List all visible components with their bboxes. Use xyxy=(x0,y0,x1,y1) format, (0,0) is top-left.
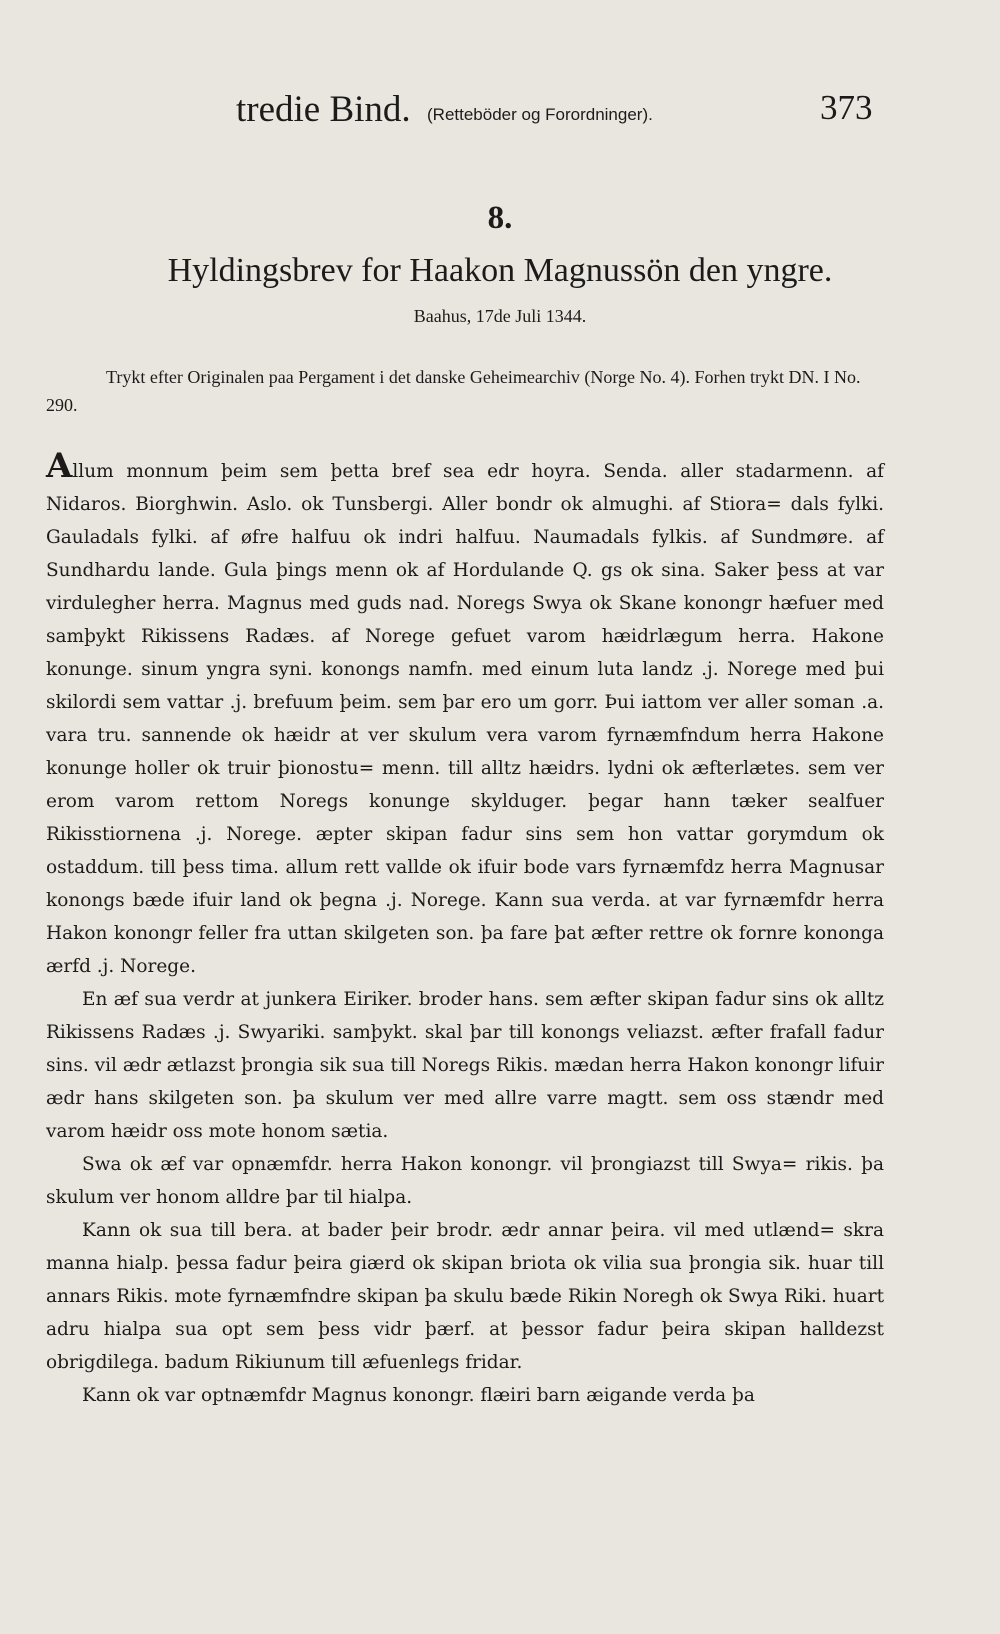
running-title: tredie Bind. xyxy=(236,89,411,130)
source-note: Trykt efter Originalen paa Pergament i det danske Geheimearchiv (Norge No. 4). Forhen trykt DN. I No. 290. xyxy=(46,367,861,415)
body-paragraph: Kann ok var optnæmfdr Magnus konongr. flæiri barn æigande verda þa xyxy=(82,1385,755,1406)
body-paragraph: En æf sua verdr at junkera Eiriker. broder hans. sem æfter skipan fadur sins ok alltz Rikissens Radæs .j. Swyariki. samþykt. skal þar till konongs veliazst. æfter frafall fadur sins. vil ædr ætlazst þrongia sik sua till Noregs Rikis. mædan herra Hakon konongr lifuir ædr hans skilgeten son. þa skulum ver med allre varre magtt. sem oss stændr med varom hæidr oss mote honom sætia. xyxy=(46,989,884,1142)
document-number: 8. xyxy=(487,200,513,236)
document-body xyxy=(46,446,884,1412)
running-subtitle: (Retteböder og Forordninger). xyxy=(427,105,653,124)
drop-initial: A xyxy=(46,446,73,486)
body-paragraph: Swa ok æf var opnæmfdr. herra Hakon konongr. vil þrongiazst till Swya= rikis. þa skulum ver honom alldre þar til hialpa. xyxy=(46,1154,884,1208)
document-title: Hyldingsbrev for Haakon Magnussön den yngre. xyxy=(167,252,833,289)
body-paragraph: Kann ok sua till bera. at bader þeir brodr. ædr annar þeira. vil med utlænd= skra manna hialp. þessa fadur þeira giærd ok skipan briota ok vilia sua þrongia sik. huar till annars Rikis. mote fyrnæmfndre skipan þa skulu bæde Rikin Noregh ok Swya Riki. huart adru hialpa sua opt sem þess vidr þærf. at þessor fadur þeira skipan halldezst obrigdilega. badum Rikiunum till æfuenlegs fridar. xyxy=(46,1220,884,1373)
running-header xyxy=(0,88,1000,138)
document-dateline: Baahus, 17de Juli 1344. xyxy=(413,306,587,326)
page-number: 373 xyxy=(820,88,873,127)
paragraph-text: llum monnum þeim sem þetta bref sea edr hoyra. Senda. aller stadarmenn. af Nidaros. Biorghwin. Aslo. ok Tunsbergi. Aller bondr ok almughi. af Stiora= dals fylki. Gauladals fylki. af øfre halfuu ok indri halfuu. Naumadals fylkis. af Sundmøre. af Sundhardu lande. Gula þings menn ok af Hordulande Q. gs ok sina. Saker þess at var virdulegher herra. Magnus med guds nad. Noregs Swya ok Skane konongr hæfuer med samþykt Rikissens Radæs. af Norege gefuet varom hæidrlægum herra. Hakone konunge. sinum yngra syni. konongs namfn. med einum luta landz .j. Norege med þui skilordi sem vattar .j. brefuum þeim. sem þar ero um gorr. Þui iattom ver aller soman .a. vara tru. sannende ok hæidr at ver skulum vera varom fyrnæmfndum herra Hakone konunge holler ok truir þionostu= menn. till alltz hæidrs. lydni ok æfterlætes. sem ver erom varom rettom Noregs konunge skylduger. þegar hann tæker sealfuer Rikisstiornena .j. Norege. æpter skipan fadur sins sem hon vattar gorymdum ok ostaddum. till þess tima. allum rett vallde ok ifuir bode vars fyrnæmfdz herra Magnusar konongs bæde ifuir land ok þegna .j. Norege. Kann sua verda. at var fyrnæmfdr herra Hakon konongr feller fra uttan skilgeten son. þa fare þat æfter rettre ok fornre kononga ærfd .j. Norege. xyxy=(46,461,884,977)
body-paragraph xyxy=(46,446,884,983)
